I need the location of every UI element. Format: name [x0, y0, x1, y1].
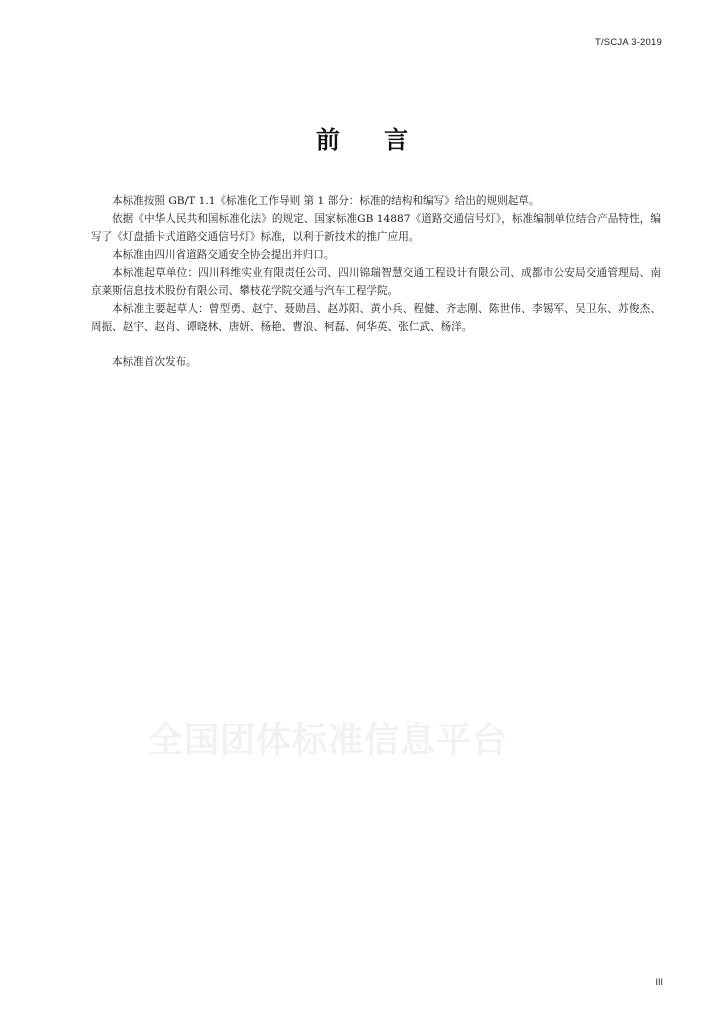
paragraph-legal-basis: 依据《中华人民共和国标准化法》的规定、国家标准GB 14887《道路交通信号灯》，标准编制单位结合产品特性，编写了《灯盘插卡式道路交通信号灯》标准，以利于新技术的推广应用。 — [91, 213, 661, 243]
paragraph-drafting-units: 本标准起草单位：四川科维实业有限责任公司、四川锦瑞智慧交通工程设计有限公司、成都市公安局交通管理局、南京莱斯信息技术股份有限公司、攀枝花学院交通与汽车工程学院。 — [91, 267, 661, 297]
page-number: III — [655, 977, 663, 987]
paragraph-drafters: 本标准主要起草人：曾型勇、赵宁、聂勋昌、赵苏阳、黄小兵、程健、齐志刚、陈世伟、李锡军、吴卫东、苏俊杰、周振、赵宇、赵肖、谭晓林、唐妍、杨艳、曹浪、柯磊、何华英、张仁武、杨洋。 — [91, 303, 661, 333]
paragraph-proposer: 本标准由四川省道路交通安全协会提出并归口。 — [112, 249, 335, 261]
paragraph-first-release: 本标准首次发布。 — [112, 356, 197, 368]
document-body — [91, 192, 661, 371]
paragraph-drafting-rules: 本标准按照 GB/T 1.1《标准化工作导则 第 1 部分：标准的结构和编写》给出的规则起草。 — [112, 195, 540, 207]
page-title: 前 言 — [315, 126, 427, 154]
document-code: T/SCJA 3-2019 — [594, 37, 662, 48]
watermark: 全国团体标准信息平台 — [148, 721, 509, 761]
